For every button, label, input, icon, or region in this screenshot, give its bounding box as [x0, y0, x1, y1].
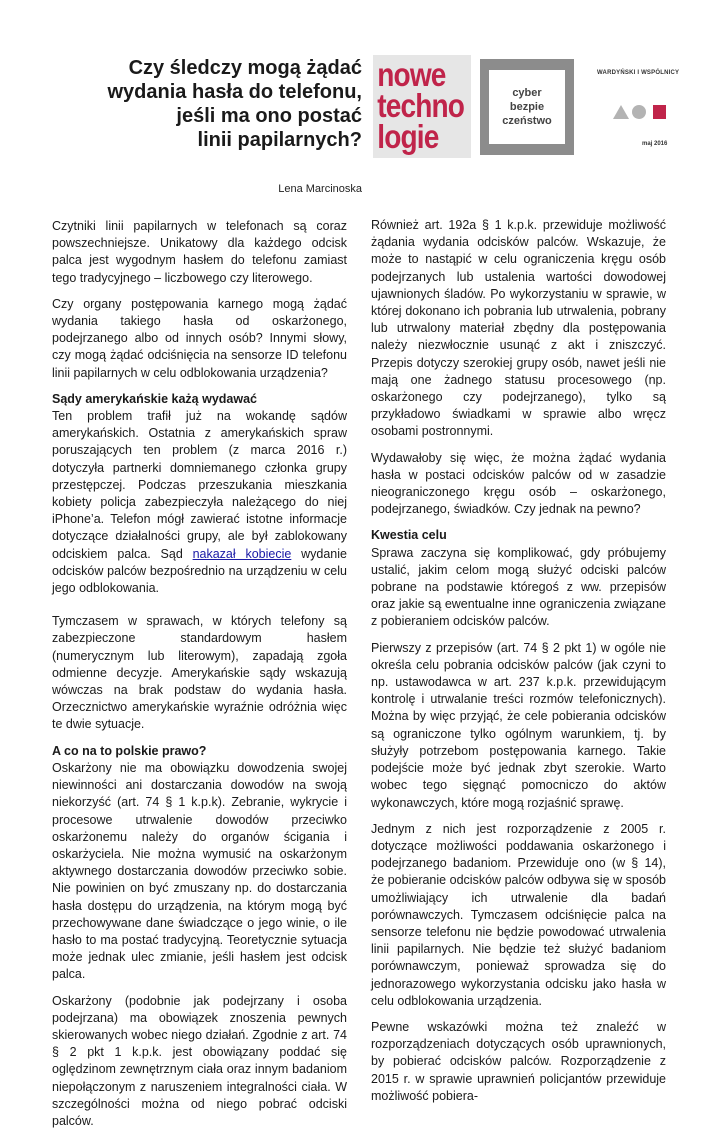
nowe-technologie-logo: [373, 55, 471, 158]
logo-text-line: nowe: [377, 56, 446, 93]
paragraph: Sprawa zaczyna się komplikować, gdy próbujemy ustalić, jakim celom mogą służyć odciski palców pobrane na podstawie któregoś z ww. przepisów oraz jakie są ewentualne inne ograniczenia związane z pobieraniem odcisków palców.: [371, 545, 666, 629]
paragraph: [52, 408, 347, 597]
left-column: [52, 218, 347, 1139]
issue-date: maj 2016: [642, 141, 668, 147]
paragraph: Oskarżony nie ma obowiązku dowodzenia swojej niewinności ani dostarczania dowodów na swoją niekorzyść (art. 74 § 1 k.p.k). Zebranie, wykrycie i procesowe utrwalenie dowodów przeciwko oskarżonemu należy do organów ścigania i oskarżyciela. Nie można wymusić na oskarżonym aktywnego dostarczania dowodów przeciwko sobie. Nie powinien on być zmuszany np. do dostarczania hasła dostępu do urządzenia, na którym mogą być przechowywane dane świadczące o jego winie, o ile hasło to ma postać tradycyjną. Teoretycznie sytuacja może jednak ulec zmianie, jeśli hasłem jest odcisk palca.: [52, 760, 347, 982]
right-column: [371, 217, 666, 1114]
paragraph: Pierwszy z przepisów (art. 74 § 2 pkt 1) w ogóle nie określa celu pobrania odcisków palców (jak czyni to np. ustawodawca w art. 237 k.p.k. przewidującym kontrolę i utrwalanie treści rozmów telefonicznych). Można by więc przyjąć, że cele pobierania odcisków są ograniczone tylko ogólnym warunkiem, tj. by służyły potrzebom postępowania karnego. Takie podejście może być jednak zbyt szerokie. Warto wobec tego sięgnąć pomocniczo do aktów wykonawczych, które mogą rozjaśnić sprawę.: [371, 640, 666, 810]
logo-text-line: bezpie: [509, 101, 545, 113]
paragraph: Pewne wskazówki można też znaleźć w rozporządzeniach dotyczących osób uprawnionych, by pobierać odcisków palców. Rozporządzenie z 2015 r. w sprawie uprawnień policjantów przewiduje możliwość pobiera-: [371, 1019, 666, 1103]
article-title: [80, 56, 362, 152]
logo-text-line: czeństwo: [502, 115, 552, 127]
paragraph: Czytniki linii papilarnych w telefonach są coraz powszechniejsze. Unikatowy dla każdego odcisk palca jest wygodnym hasłem do telefonu zamiast tego tradycyjnego – liczbowego czy literowego.: [52, 219, 347, 285]
section-heading: Sądy amerykańskie każą wydawać: [52, 391, 257, 406]
court-order-link[interactable]: nakazał kobiecie: [192, 546, 292, 561]
logo-text-line: techno: [377, 87, 465, 124]
logo-text-line: cyber: [512, 87, 542, 99]
paragraph-text: wydanie odcisków palców bezpośrednio na urządzeniu w celu jego odblokowania.: [52, 546, 347, 596]
title-line: wydania hasła do telefonu,: [107, 81, 362, 103]
paragraph-text: Ten problem trafił już na wokandę sądów amerykańskich. Ostatnia z amerykańskich spraw poruszających ten problem (z marca 2016 r.) dotyczyła partnerki domniemanego członka grupy przestępczej. Podczas przeszukania mieszkania kobiety policja zabezpieczyła należącego do niej iPhone’a. Telefon mógł zawierać istotne informacje dotyczące działalności grupy, ale był zablokowany odciskiem palca. Sąd: [52, 409, 347, 561]
triangle-icon: [613, 105, 629, 119]
circle-icon: [632, 105, 646, 119]
author-name: Lena Marcinoska: [278, 183, 362, 195]
paragraph: Czy organy postępowania karnego mogą żądać wydania takiego hasła od oskarżonego, podejrzanego albo od innych osób? Innymi słowy, czy mogą żądać odciśnięcia na sensorze ID telefonu linii papilarnych w celu odblokowania urządzenia?: [52, 296, 347, 380]
title-line: jeśli ma ono postać: [176, 105, 362, 127]
section-heading: Kwestia celu: [371, 528, 447, 543]
paragraph: Oskarżony (podobnie jak podejrzany i osoba podejrzana) ma obowiązek znoszenia pewnych skierowanych wobec niego działań. Zgodnie z art. 74 § 2 pkt 1 k.p.k. jest obowiązany poddać się oględzinom zewnętrznym ciała oraz innym badaniom niepołączonym z naruszeniem integralności ciała. W szczególności można od niego pobrać odciski palców.: [52, 993, 347, 1128]
square-icon: [653, 105, 666, 119]
paragraph: Tymczasem w sprawach, w których telefony są zabezpieczone standardowym hasłem (numerycznym lub literowym), zapadają zgoła odmienne decyzje. Amerykańskie sądy wskazują wówczas na brak podstaw do wydania hasła. Orzecznictwo amerykańskie wyraźnie odróżnia więc te dwie sytuacje.: [52, 614, 347, 732]
title-line: linii papilarnych?: [197, 129, 362, 151]
title-line: Czy śledczy mogą żądać: [128, 57, 362, 79]
logo-text-line: logie: [377, 118, 439, 155]
paragraph: Również art. 192a § 1 k.p.k. przewiduje możliwość żądania wydania odcisków palców. Wskazuje, że może to nastąpić w celu ograniczenia kręgu osób podejrzanych lub ustalenia wartości dowodowej ujawnionych śladów. Po wykorzystaniu w sprawie, w której dokonano ich pobrania lub utrwalenia, pobrany lub utrwalony materiał zbędny dla postępowania należy niezwłocznie usunąć z akt i zniszczyć. Przepis dotyczy szerokiej grupy osób, nawet jeśli nie mają one żadnego statusu procesowego (np. oskarżonego czy podejrzanego), tylko są przykładowo świadkami w sprawie albo wręcz osobami postronnymi.: [371, 218, 666, 439]
paragraph: Wydawałoby się więc, że można żądać wydania hasła w postaci odcisków palców od w zasadzie nieograniczonego kręgu osób – oskarżonego, podejrzanego, świadków. Czy jednak na pewno?: [371, 450, 666, 517]
cyber-logo-inner: [489, 70, 565, 144]
cyberbezpieczenstwo-logo: [480, 59, 574, 155]
brand-name: WARDYŃSKI I WSPÓLNICY: [597, 70, 680, 76]
section-heading: A co na to polskie prawo?: [52, 743, 207, 758]
brand-shapes: [613, 100, 669, 124]
paragraph: Jednym z nich jest rozporządzenie z 2005 r. dotyczące możliwości poddawania oskarżonego i podejrzanego badaniom. Przewiduje ono (w § 14), że pobieranie odcisków palców odbywa się w sposób umożliwiający ich utrwalenie dla badań porównawczych. Tymczasem odciśnięcie palca na sensorze telefonu nie będzie powodować utrwalenia linii papilarnych. Nie będzie też służyć badaniom porównawczym, ponieważ sprowadza się do jednorazowego wykorzystania odcisku jako hasła w celu odblokowania urządzenia.: [371, 821, 666, 1008]
